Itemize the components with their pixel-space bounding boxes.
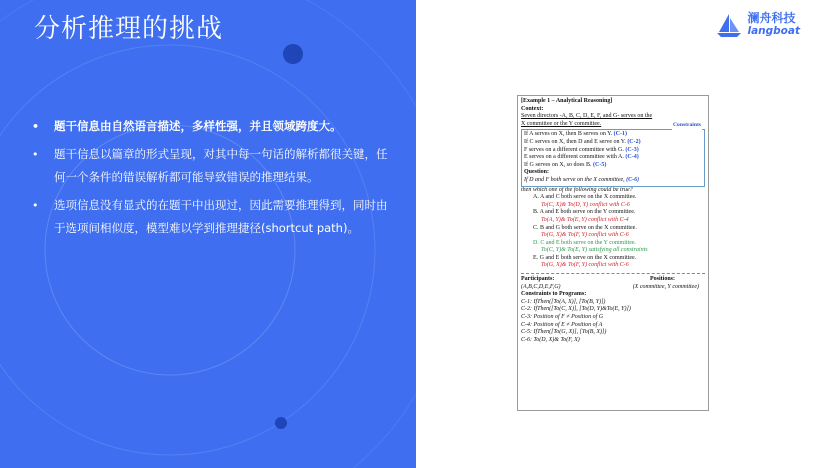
option-row: C. B and G both serve on the X committee.: [533, 224, 637, 231]
program-row: C-5: IfThen([To(G, X)], [To(B, X)]): [521, 329, 607, 336]
option-formula: To(G, X)& To(F, Y) conflict with C-6: [541, 232, 629, 239]
programs-label: Constraints to Programs:: [521, 291, 587, 298]
constraint-row: E serves on a different committee with A. (C-4): [524, 154, 639, 161]
program-row: C-3: Position of F ≠ Position of G: [521, 314, 604, 321]
constraint-row: If G serves on X, so does B. (C-5): [524, 161, 607, 168]
boat-logo-icon: [715, 10, 743, 38]
figure-header: [Example 1 – Analytical Reasoning]: [521, 98, 613, 104]
paper-figure: [517, 95, 709, 411]
constraint-row: If C serves on X, then D and E serve on Y. (C-2): [524, 138, 641, 145]
logo-en-text: langboat: [747, 24, 800, 37]
option-formula: To(A, Y)& To(E, Y) conflict with C-4: [541, 216, 629, 223]
option-formula: To(C, Y)& To(E, Y) satisfying all constraints: [541, 247, 648, 254]
question-label: Question:: [524, 169, 550, 176]
program-row: C-2: IfThen([To(C, X)], [To(D, Y)&To(E, Y)]): [521, 306, 631, 313]
logo-cn-text: 澜舟科技: [747, 10, 796, 25]
option-row: A. A and C both serve on the X committee.: [533, 194, 637, 201]
question-line: If D and F both serve on the X committee, (C-6): [524, 176, 640, 183]
option-formula: To(G, X)& To(F, Y) conflict with C-6: [541, 262, 629, 269]
bullet-item: • 题干信息由自然语言描述，多样性强，并且领域跨度大。: [30, 115, 390, 138]
context-line: X committee or the Y committee.: [521, 120, 602, 127]
bullet-item: • 选项信息没有显式的在题干中出现过，因此需要推理得到，同时由于选项间相似度，模型难以学到推理捷径(shortcut path)。: [30, 194, 390, 240]
divider: [521, 273, 705, 274]
constraint-row: F serves on a different committee with G. (C-3): [524, 146, 639, 153]
option-formula: To(C, X)& To(D, Y) conflict with C-6: [541, 201, 630, 208]
langboat-logo: [715, 10, 800, 38]
bullet-list: [30, 115, 390, 245]
program-row: C-6: To(D, X)& To(F, X): [521, 336, 580, 343]
program-row: C-1: IfThen([To(A, X)], [To(B, Y)]): [521, 298, 606, 305]
decorative-dot: [283, 44, 303, 64]
constraints-tag: Constraints: [673, 122, 701, 129]
bullet-item: • 题干信息以篇章的形式呈现，对其中每一句话的解析都很关键，任何一个条件的错误解析都可能导致错误的推理结果。: [30, 143, 390, 189]
question-line: then which one of the following could be true?: [521, 186, 633, 193]
program-row: C-4: Position of E ≠ Position of A: [521, 321, 603, 328]
participants-row: Participants: Positions:: [521, 276, 675, 283]
slide-title: 分析推理的挑战: [34, 14, 224, 44]
decorative-dot: [275, 417, 287, 429]
context-label: Context:: [521, 105, 544, 112]
option-row: D. C and E both serve on the Y committee.: [533, 239, 637, 246]
constraint-row: If A serves on X, then B serves on Y. (C-1): [524, 131, 627, 138]
context-line: Seven directors -A, B, C, D, E, F, and G- serves on the: [521, 113, 653, 120]
participants-values: (A,B,C,D,E,F,G) (X committee, Y committee): [521, 283, 699, 290]
option-row: E. G and E both serve on the X committee.: [533, 254, 637, 261]
option-row: B. A and E both serve on the Y committee.: [533, 209, 636, 216]
